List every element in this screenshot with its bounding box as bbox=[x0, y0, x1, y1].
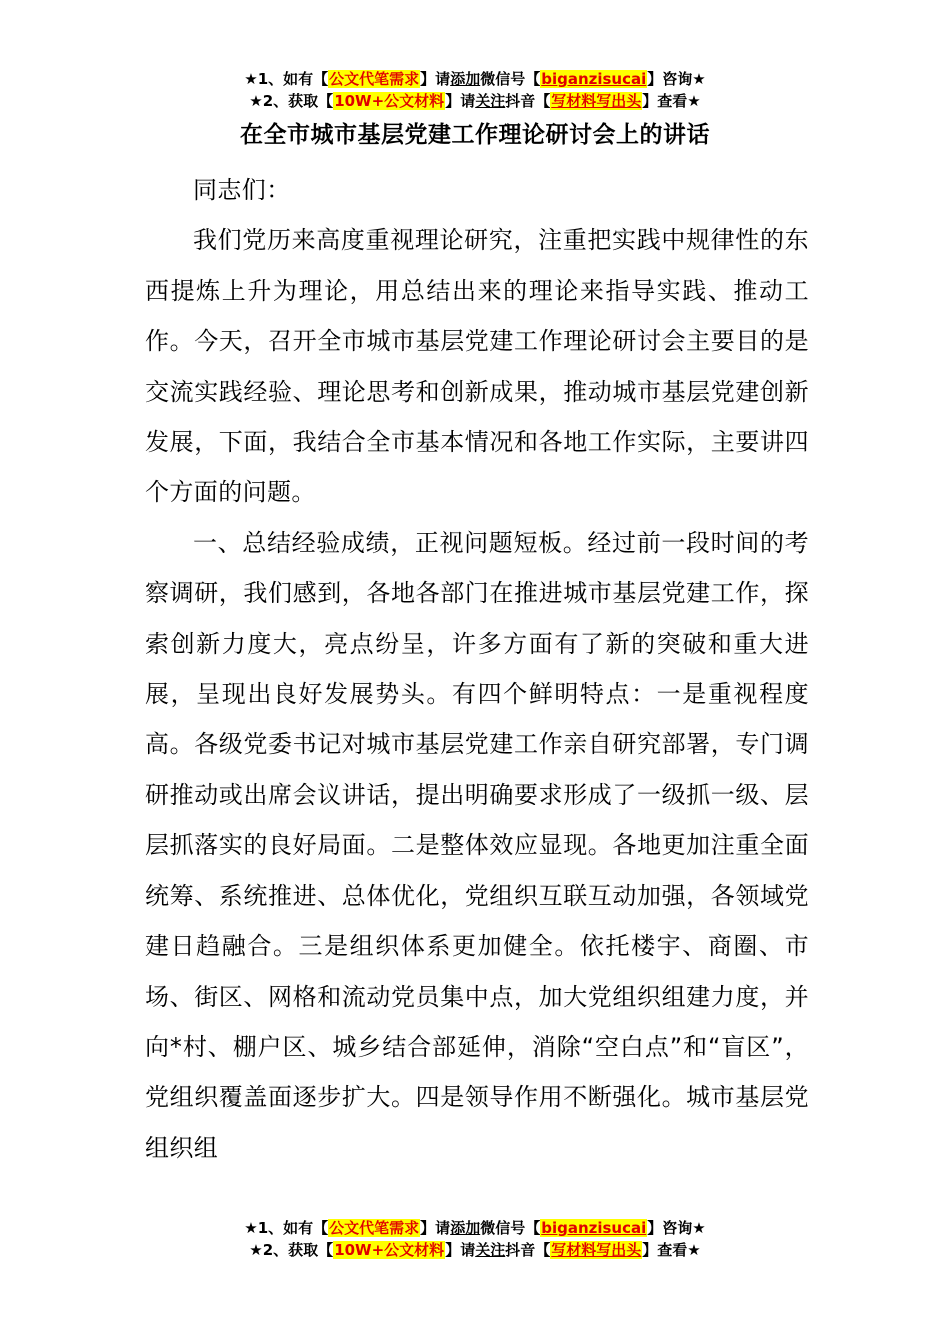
highlight-wechat-id: biganzisucai bbox=[541, 1219, 647, 1237]
banner-line-1 bbox=[0, 68, 950, 90]
banner-text: 】请 bbox=[445, 92, 476, 110]
highlight-service: 公文代笔需求 bbox=[329, 1219, 420, 1237]
banner-text: 微信号【 bbox=[480, 1219, 541, 1237]
banner-text: 】请 bbox=[445, 1241, 476, 1259]
highlight-douyin-account: 写材料写出头 bbox=[551, 92, 642, 110]
highlight-wechat-id: biganzisucai bbox=[541, 70, 647, 88]
banner-text: 】查看★ bbox=[642, 1241, 701, 1259]
banner-text: ★1、如有【 bbox=[244, 70, 329, 88]
banner-line-2 bbox=[0, 1239, 950, 1261]
highlight-materials: 10W+公文材料 bbox=[334, 92, 445, 110]
footer-banner bbox=[0, 1217, 950, 1261]
banner-line-1 bbox=[0, 1217, 950, 1239]
banner-text: 】咨询★ bbox=[647, 1219, 706, 1237]
banner-text: ★1、如有【 bbox=[244, 1219, 329, 1237]
banner-text: 】请 bbox=[420, 1219, 451, 1237]
banner-text: 抖音【 bbox=[505, 1241, 551, 1259]
banner-emphasis: 关注 bbox=[475, 92, 506, 110]
paragraph-salutation: 同志们： bbox=[193, 176, 291, 204]
highlight-service: 公文代笔需求 bbox=[329, 70, 420, 88]
banner-emphasis: 添加 bbox=[450, 70, 481, 88]
paragraph-intro: 我们党历来高度重视理论研究，注重把实践中规律性的东西提炼上升为理论，用总结出来的理论来指导实践、推动工作。今天，召开全市城市基层党建工作理论研讨会主要目的是交流实践经验、理论思考和创新成果，推动城市基层党建创新发展，下面，我结合全市基本情况和各地工作实际，主要讲四个方面的问题。 bbox=[145, 226, 809, 507]
highlight-materials: 10W+公文材料 bbox=[334, 1241, 445, 1259]
banner-text: ★2、获取【 bbox=[249, 1241, 334, 1259]
document-body bbox=[145, 165, 809, 1173]
banner-text: 】查看★ bbox=[642, 92, 701, 110]
header-banner bbox=[0, 68, 950, 112]
banner-text: 】咨询★ bbox=[647, 70, 706, 88]
banner-text: 抖音【 bbox=[505, 92, 551, 110]
banner-text: 】请 bbox=[420, 70, 451, 88]
paragraph-section-1: 一、总结经验成绩，正视问题短板。经过前一段时间的考察调研，我们感到，各地各部门在推进城市基层党建工作，探索创新力度大，亮点纷呈，许多方面有了新的突破和重大进展，呈现出良好发展势头。有四个鲜明特点：一是重视程度高。各级党委书记对城市基层党建工作亲自研究部署，专门调研推动或出席会议讲话，提出明确要求形成了一级抓一级、层层抓落实的良好局面。二是整体效应显现。各地更加注重全面统筹、系统推进、总体优化，党组织互联互动加强，各领域党建日趋融合。三是组织体系更加健全。依托楼宇、商圈、市场、街区、网格和流动党员集中点，加大党组织组建力度，并向*村、棚户区、城乡结合部延伸，消除“空白点”和“盲区”，党组织覆盖面逐步扩大。四是领导作用不断强化。城市基层党组织组 bbox=[145, 528, 809, 1162]
banner-emphasis: 添加 bbox=[450, 1219, 481, 1237]
banner-text: ★2、获取【 bbox=[249, 92, 334, 110]
highlight-douyin-account: 写材料写出头 bbox=[551, 1241, 642, 1259]
banner-emphasis: 关注 bbox=[475, 1241, 506, 1259]
document-title: 在全市城市基层党建工作理论研讨会上的讲话 bbox=[240, 122, 710, 148]
banner-text: 微信号【 bbox=[480, 70, 541, 88]
banner-line-2 bbox=[0, 90, 950, 112]
